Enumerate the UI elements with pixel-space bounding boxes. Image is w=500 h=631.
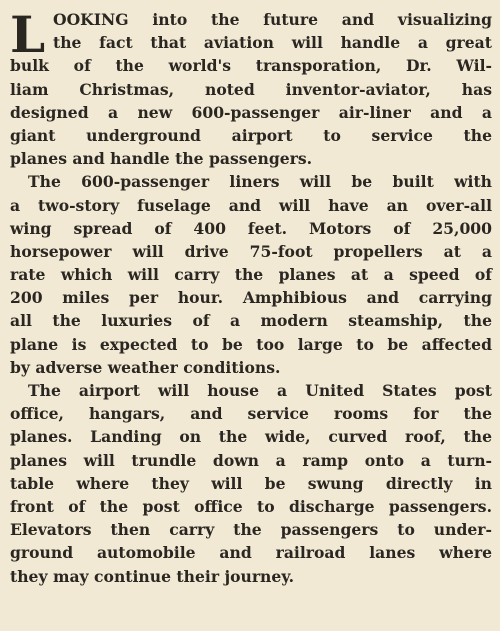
- text-line: planes and handle the passengers.: [10, 149, 313, 169]
- text-line: The airport will house a United States post: [28, 381, 492, 400]
- text-line: the fact that aviation will handle a great: [53, 33, 492, 53]
- article-text: [10, 5, 492, 588]
- text-line: plane is expected to be too large to be affected: [10, 334, 492, 354]
- text-line: planes will trundle down a ramp onto a turn-: [10, 450, 492, 470]
- text-line: table where they will be swung directly in: [10, 473, 492, 493]
- text-line: rate which will carry the planes at a speed of: [10, 265, 492, 285]
- paragraph-2: [10, 170, 492, 379]
- text-line: OOKING into the future and visualizing: [53, 10, 492, 29]
- text-line: all the luxuries of a modern steamship, the: [10, 311, 492, 331]
- text-line: Elevators then carry the passengers to under-: [10, 520, 492, 540]
- text-line: office, hangars, and service rooms for the: [10, 404, 492, 424]
- text-line: giant underground airport to service the: [10, 125, 492, 145]
- drop-cap: L: [10, 5, 46, 64]
- text-line: front of the post office to discharge passengers.: [10, 496, 492, 516]
- text-line: designed a new 600-passenger air-liner and a: [10, 102, 492, 122]
- text-line: bulk of the world's transporation, Dr. Wil-: [10, 56, 492, 76]
- text-line: 200 miles per hour. Amphibious and carrying: [10, 288, 492, 308]
- paragraph-1: [10, 5, 492, 170]
- text-line: The 600-passenger liners will be built with: [28, 172, 492, 192]
- text-line: planes. Landing on the wide, curved roof, the: [10, 427, 492, 447]
- text-line: they may continue their journey.: [10, 566, 295, 586]
- text-line: horsepower will drive 75-foot propellers at a: [10, 241, 492, 261]
- text-line: wing spread of 400 feet. Motors of 25,000: [10, 218, 492, 238]
- paragraph-3: [10, 379, 492, 588]
- text-line: ground automobile and railroad lanes where: [10, 543, 492, 563]
- text-line: liam Christmas, noted inventor-aviator, has: [10, 79, 492, 99]
- text-line: a two-story fuselage and will have an over-all: [10, 195, 492, 215]
- text-line: by adverse weather conditions.: [10, 357, 281, 377]
